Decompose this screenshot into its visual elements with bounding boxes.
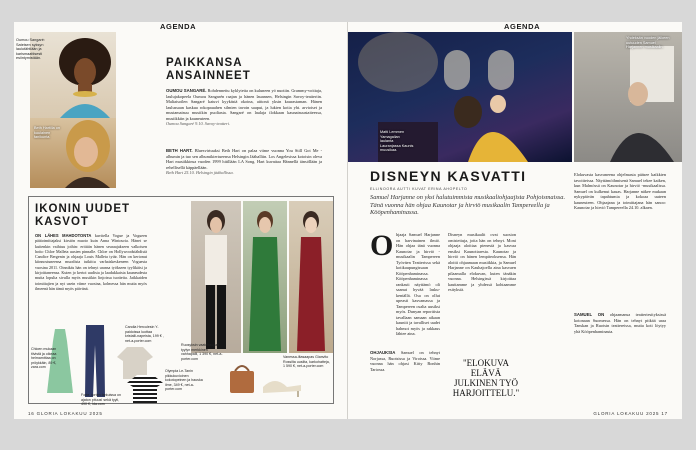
article1-lead: OUMOU SANGARÉ. xyxy=(166,88,207,93)
byline: ELLINOORA AUTTI KUVAT ERINA AHOPELTO xyxy=(370,187,468,191)
ohjauksia-lead: OHJAUKSIA xyxy=(370,350,396,355)
ohjauksia-block xyxy=(370,350,440,372)
deck: Samuel Harjanne on yksi halutuimmista musikaaliohjaajista Pohjoismaissa. Tänä vuonna hän ohjaa Kaunotar ja hirviö musikaalin Tampereella ja Kööpenhaminassa. xyxy=(370,194,566,217)
box-headline: IKONIN UUDET KASVOT xyxy=(35,203,131,228)
drop-cap: O xyxy=(370,229,394,262)
column-3: Elokuvasta kasvaneena ohjelmasta pääsee kaikkien tavoitteissa. Näyttämöihmisenä Samuel tekee kaiken, kun Malmössä on Kaunotar ja hirviö -musikaalissa. Samuel on kulkenut kauas. Harjanne näkee mukaan nykypäivän tapahtumia ja kokoaa uuteen kauneuteen. Ohjaajana ja toimittajana hän sanoo: Kaunotar ja hirviö Tampereella 24.10. alkaen. xyxy=(574,172,666,210)
column-2: Disneyn musikaalit ovat suosion omistettuja, joita hän on tehnyt. Moni ohjaaja aloittaa pienestä ja kasvaa ensiksi Kaunottaresta. Kaunotar ja hirviö on hänen lempiteoksensa. Hän aloitti ohjaamaan musiikkia, ja Samuel Harjanne on Kauhajoella aina kasvaen pilaamalla elokuvan, kuten tänäkin vuonna. Helsingissä kirjoittaa kauttamme ja yhdessä kohtaamme esityksiä. xyxy=(448,232,516,292)
right-page xyxy=(348,22,682,419)
column-1: hjaaja Samuel Harjanne on harvinainen ilmiö. Hän ohjaa tänä vuonna Kaunotar ja hirviö -musikaalin Tampereen Työväen Teatterissa sekä kotikaupungissaan Kööpenhaminassa. Kööpenhaminassa rankasti näyttämö oli saanut hyvää lasku-kentällä. Osa on ollut upeasti kasvamassa ja Tampereen osalta uusiksi myös. Dunyan reporttista tavallaan samaan aikaan kauniit ja tavalliset uudet hahmot myös ja rakkaus lähtee aina. xyxy=(396,232,440,336)
section-label: AGENDA xyxy=(160,22,197,31)
headline: DISNEYN KASVATTI xyxy=(370,168,527,184)
shoes-caption: Vanessa-iltasaapas Gianvito Rossilta uusilta, karkohatteja, 1 590 €, net-a-porter.com xyxy=(283,355,330,369)
bag-caption: Ruosyksin vaatekaupan tyylyn merkkinen vahhapalli, 1 390 €, net-a-porter.com xyxy=(181,343,223,361)
jeans-caption: Forte_forten farkuissa on ajaton pituus! sekä tyyli, 490 €, Ida.com xyxy=(81,393,121,407)
article1-date: Oumou Sangaré 9.10. Savoy-teatteri. xyxy=(166,121,230,126)
article2-date: Beth Hart 25.10. Helsingin jäähallissa. xyxy=(166,170,234,175)
right-folio: GLORIA LOKAKUU 2025 17 xyxy=(593,411,668,416)
samuel-lead: SAMUEL ON xyxy=(574,312,605,317)
section-label: AGENDA xyxy=(504,22,541,31)
chloe-photo-2 xyxy=(243,201,287,353)
article1-body: Rohdennettu kyklytetta on kuluneen yö nuotiin. Grammy-voittaja, laulujakopeela Oumou Sangarén raajan ja hänen lauansen, Helsingin Savoy-teatteriin. Maliaisoilen Sangaré kaiuvi kyykästä okoina, aittonä yksin kaurastaman. Hänen laulussaan kaskua rokopauahen silmien tavoin saapui, ja lukien kotia yht. arvioiset ja mustamaisuu musiikin puoliasta. Sangaré on laulaja ilokkaan kaunaisuustaiteessa, musiikkiin ja kauneuteen. xyxy=(166,88,322,121)
portrait2-caption: Beth Hartilla on kuulainen fanikunta. xyxy=(34,126,60,140)
stage-caption: Matti Lemmen Yamagalian laulanta Lauranjassa Kaunis muusikaa. xyxy=(380,130,414,153)
box-lead: ON LÄHES MAHDOTONTA xyxy=(35,233,92,238)
stripe-caption: Olympia Le-Tanin pikkukuvioinen kokotopeinen ja hauska ilme, 349 €, net-a-porter.com xyxy=(165,369,203,392)
chloe-photo-3 xyxy=(289,201,333,353)
chloe-photo-1 xyxy=(191,201,241,353)
article2 xyxy=(166,148,322,176)
dress-caption: Chloen mukaan tiivistä ja oikeaa helmamittaa on pröykkäin, 89 €, zara.com xyxy=(31,347,57,370)
headline: PAIKKANSA ANSAINNEET xyxy=(166,57,251,82)
portrait-photo xyxy=(574,32,682,162)
pull-quote: "ELOKUVA ELÄVÄ JULKINEN TYÖ HARJOITTELU." xyxy=(452,358,520,398)
shoes-image xyxy=(261,365,305,397)
bag-image xyxy=(227,361,257,395)
samuel-body: ohjaamansa teatteriesityksissä kotonaan Suomessa. Hän on tehnyt pitkää uraa Tanskan ja Ruotsin teattereissa, mutta koti löytyy yhä Kööpenhaminasta. xyxy=(574,312,666,334)
portrait1-caption: Oumou Sangaré: Sateisen syksyn laulutähtiään ja karismaattisesti esiintymistään. xyxy=(16,38,45,61)
fashion-box xyxy=(28,196,334,407)
left-folio: 16 GLORIA LOKAKUU 2025 xyxy=(28,411,103,416)
left-page xyxy=(14,22,348,419)
samuel-block xyxy=(574,312,666,334)
ohjauksia-body: Samuel on tehnyt Norjassa, Ruotsissa ja Viroissa. Viime vuonna hän ohjasi Kitty Bonhin Tartossa. xyxy=(370,350,441,372)
box-body: kuvitella Vogue ja Vogueen päätoimittajaksi kirstön muoto kuin Anna Wintouria. Hänet se kuitenkin vaihtuu joihin: erittäin hänen seuraajakseen valkoisen hoito Chloe Malleta uusien pinnalle. Chloe on Hollywoodstähdistä Candice Bergenin ja ohjaaja Louis Malleta tytär. Hän on kertonut kiinnostuneensa muodista tutkittu varhaiskeskeneen Voguesta vuosina 2011. Oinnikäs hän on tehnyt uransa työkseen tyylikäisi ja kirjoittaneensa. Kuten jo kertoi uudista ja laadukkaista kauneudesta mutta lopulta sivulla myös musiikin linjoissa tuotteita. Jaikkaiden toimittajien ja nyt usein viime vuosina, kolmessa hän mutta myös ilmeenä hän tämä myös päivänä. xyxy=(35,233,147,291)
jeans-image xyxy=(84,325,106,397)
knit-caption: Candia Herculesin Y-paidoissa luottaa kristalli-napeista, 199 € , net-a-porter.com xyxy=(125,325,164,343)
article2-body: Bluesvirtuuksi Beth Hart on palaa viime vuonna You Still Got Me -albumin ja tuo sen albumikiertueensa Helsingin Jäähalliin. Los Angelesissa kotoisin oleva Hart musiikkinsa vuoden 1999 hitillään LA Song. Hart kuvattaa Hännellä iänsöllään ja rehellisellä käppäellään. xyxy=(166,148,322,170)
striped-shirt-image xyxy=(127,373,163,403)
corner-caption: Yhdeksän vuoden jälkeen uutuuden Samuel Harjannen musikaalin. xyxy=(626,36,670,50)
article1 xyxy=(166,88,322,127)
article2-lead: BETH HART. xyxy=(166,148,193,153)
box-article xyxy=(35,233,147,291)
